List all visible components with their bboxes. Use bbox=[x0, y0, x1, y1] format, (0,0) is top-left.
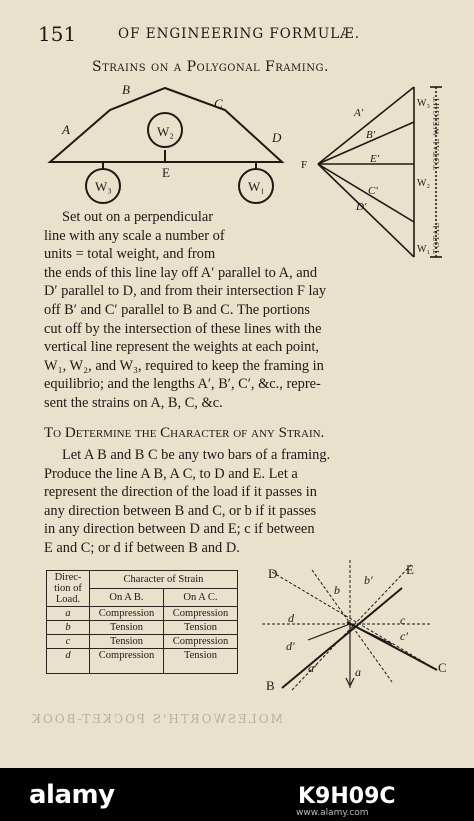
text-line: equilibrio; and the lengths A′, B′, C′, &c., repre- bbox=[44, 376, 321, 393]
table-row bbox=[47, 621, 238, 635]
text-line: W₁, W₂, and W₃, required to keep the framing in bbox=[44, 357, 324, 374]
text-line: Set out on a perpendicular bbox=[62, 209, 214, 225]
label-e-prime: E′ bbox=[370, 153, 380, 165]
text-line: off B′ and C′ parallel to B and C. The portions bbox=[44, 301, 310, 318]
text-line: represent the direction of the load if it passes in bbox=[44, 484, 317, 501]
running-title: OF ENGINEERING FORMULÆ. bbox=[118, 26, 360, 42]
label-w3-force: W₃ bbox=[417, 98, 430, 109]
text-line: Let A B and B C be any two bars of a framing. bbox=[62, 447, 331, 463]
label-d-prime-dir: d′ bbox=[286, 639, 295, 653]
label-d: D bbox=[272, 130, 282, 145]
cell-dir: b bbox=[47, 621, 90, 635]
label-w3: W₃ bbox=[95, 179, 112, 194]
label-b-prime: B′ bbox=[366, 129, 376, 141]
label-a-prime-dir: a′ bbox=[308, 661, 317, 675]
label-c-prime-dir: c′ bbox=[400, 629, 408, 643]
label-b-small: b bbox=[334, 583, 340, 597]
text-line: any direction between B and C, or b if it passes bbox=[44, 502, 317, 519]
section-title-strain: To Determine the Character of any Strain. bbox=[44, 425, 325, 441]
label-c-prime: C′ bbox=[368, 185, 378, 197]
label-d-small: d bbox=[288, 611, 294, 625]
text-line: sent the strains on A, B, C, &c. bbox=[44, 394, 223, 411]
text-line: E and C; or d if between B and D. bbox=[44, 539, 240, 556]
label-d-dir: D bbox=[268, 566, 278, 581]
text-line: in any direction between D and E; c if between bbox=[44, 521, 315, 538]
label-e: E bbox=[162, 165, 170, 180]
cell-dir: d bbox=[47, 649, 90, 674]
label-c-small: c bbox=[400, 613, 406, 627]
label-b-dir: B bbox=[266, 678, 275, 693]
label-w1-force: W₁ bbox=[417, 244, 430, 255]
label-b: B bbox=[122, 82, 130, 97]
label-f: F bbox=[301, 159, 308, 171]
label-a-dir: a bbox=[355, 665, 361, 679]
label-a: A bbox=[62, 122, 70, 137]
col-header-ab: On A B. bbox=[90, 589, 164, 607]
text-line: the ends of this line lay off A′ parallel to A, and bbox=[44, 264, 318, 281]
image-id: K9H09C bbox=[298, 784, 396, 809]
figure-direction-diagram bbox=[252, 560, 452, 695]
text-line: units = total weight, and from bbox=[44, 246, 216, 263]
paragraph-polygonal bbox=[44, 208, 326, 413]
cell-dir: a bbox=[47, 607, 90, 621]
label-total-weight: TOTAL WEIGHT bbox=[431, 95, 441, 170]
label-e-dir: E bbox=[406, 562, 414, 577]
text-line: vertical line represent the weights at each point, bbox=[44, 339, 319, 356]
label-c: C bbox=[214, 96, 223, 111]
table-row bbox=[47, 649, 238, 674]
page-number: 151 bbox=[38, 22, 77, 46]
paragraph-strain bbox=[44, 446, 330, 558]
table-row bbox=[47, 607, 238, 621]
page-header bbox=[38, 22, 448, 46]
cell-ab: Compression bbox=[90, 607, 164, 621]
col-header-direction: Direc-tion of Load. bbox=[47, 571, 90, 607]
text-line: line with any scale a number of bbox=[44, 227, 225, 244]
label-total: TOTAL bbox=[431, 221, 441, 254]
cell-ac: Compression bbox=[164, 635, 238, 649]
table-row bbox=[47, 635, 238, 649]
cell-ab: Tension bbox=[90, 621, 164, 635]
text-line: cut off by the intersection of these lines with the bbox=[44, 320, 322, 337]
col-header-character: Character of Strain bbox=[90, 571, 238, 589]
section-title-polygonal: Strains on a Polygonal Framing. bbox=[92, 59, 329, 75]
cell-ab: Compression bbox=[90, 649, 164, 674]
strain-table bbox=[46, 570, 238, 674]
cell-ac: Tension bbox=[164, 621, 238, 635]
label-w2: W₂ bbox=[157, 124, 174, 139]
cell-ac: Compression bbox=[164, 607, 238, 621]
cell-ab: Tension bbox=[90, 635, 164, 649]
bleed-through-footer: MOLESWORTH'S POCKET-BOOK bbox=[30, 712, 283, 726]
label-c-dir: C bbox=[438, 660, 447, 675]
figure-polygonal-framing bbox=[40, 78, 300, 208]
cell-ac: Tension bbox=[164, 649, 238, 674]
col-header-ac: On A C. bbox=[164, 589, 238, 607]
label-a-prime: A′ bbox=[354, 107, 364, 119]
alamy-logo: alamy bbox=[29, 780, 115, 810]
label-w1: W₁ bbox=[248, 179, 265, 194]
watermark-url: www.alamy.com bbox=[296, 808, 369, 818]
text-line: D′ parallel to D, and from their intersection F lay bbox=[44, 283, 327, 300]
label-w2-force: W₂ bbox=[417, 178, 430, 189]
text-line: Produce the line A B, A C, to D and E. Let a bbox=[44, 465, 298, 482]
cell-dir: c bbox=[47, 635, 90, 649]
label-b-prime-dir: b′ bbox=[364, 573, 373, 587]
label-d-prime: D′ bbox=[356, 201, 367, 213]
